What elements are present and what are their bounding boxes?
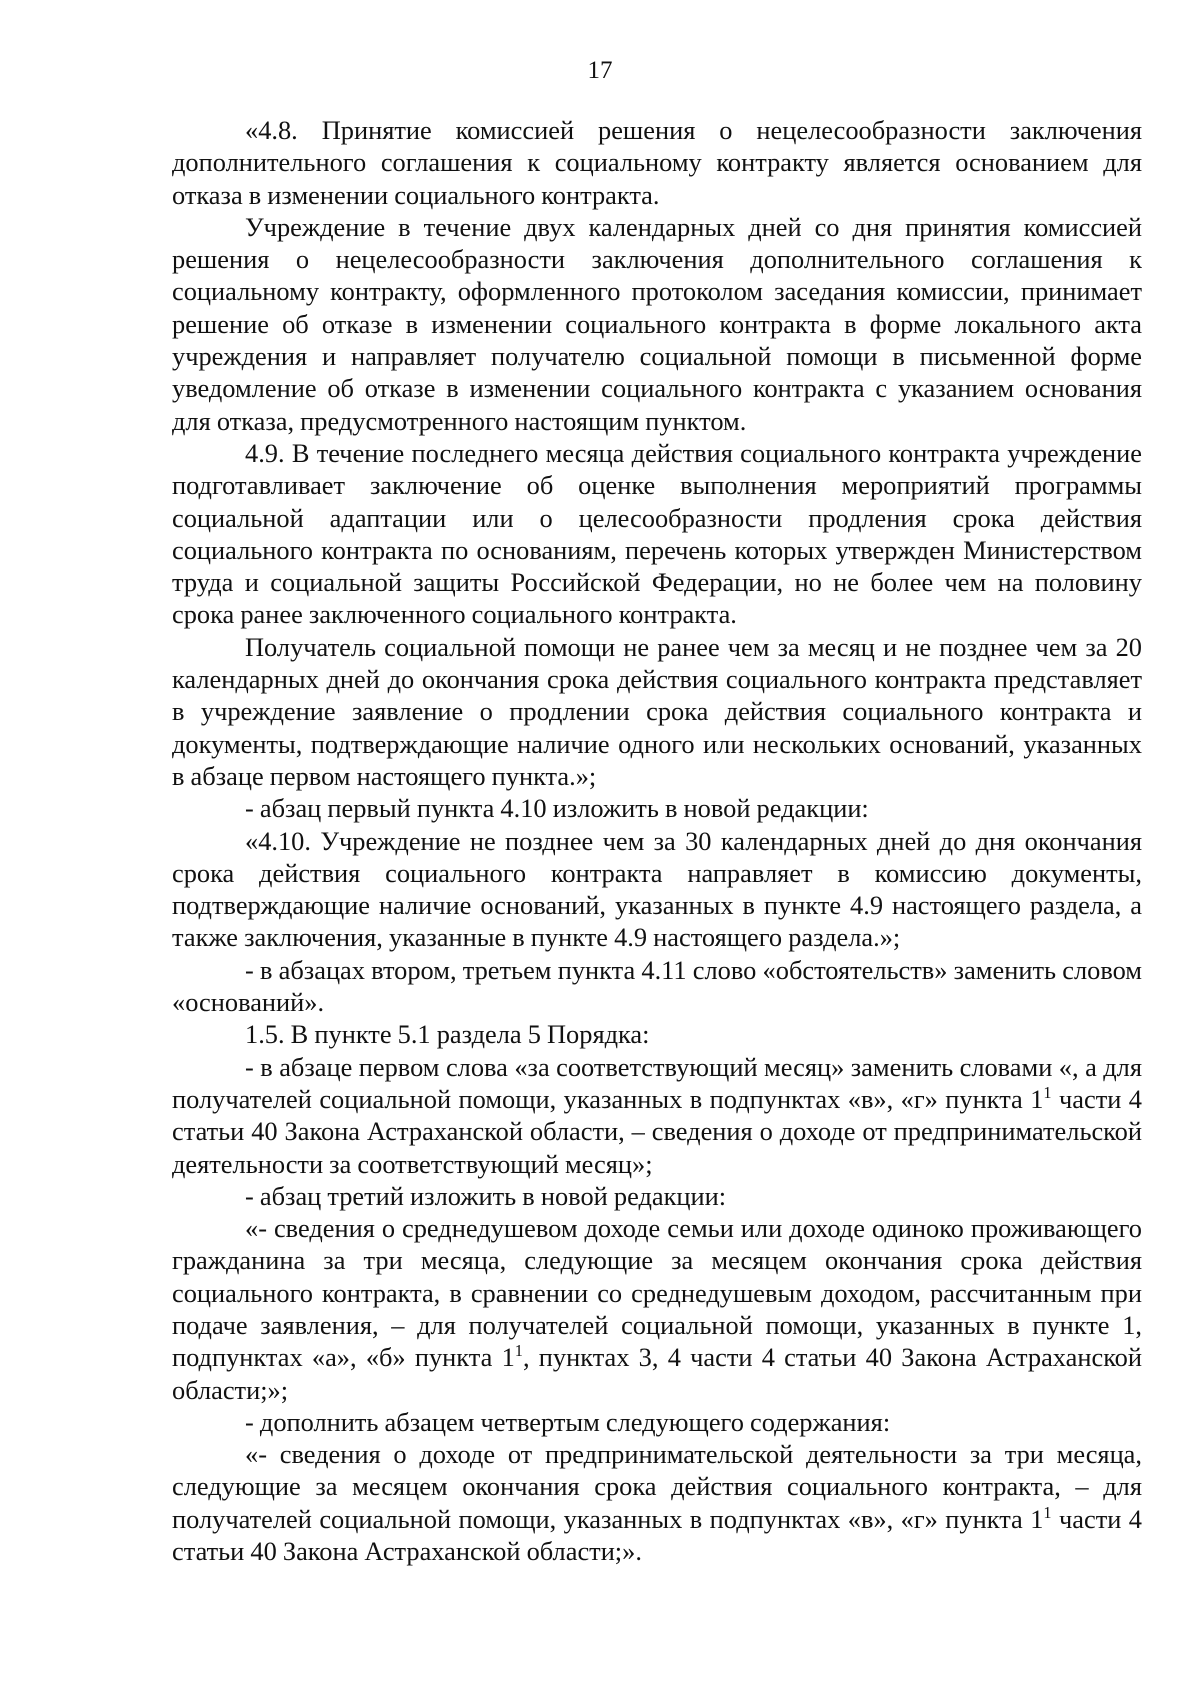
text-segment: части 4 статьи 40 Закона Астраханской области, – сведения о доходе от предпринимательской деятельности за соответствующий месяц»; [172, 1083, 1142, 1179]
text-segment: части 4 статьи 40 Закона Астраханской области;». [172, 1503, 1142, 1567]
paragraph-amend-4-11: - в абзацах втором, третьем пункта 4.11 слово «обстоятельств» заменить словом «оснований». [172, 954, 1142, 1018]
paragraph-amend-4-10: - абзац первый пункта 4.10 изложить в новой редакции: [245, 793, 869, 824]
text-segment: , пунктах 3, 4 части 4 статьи 40 Закона Астраханской области;»; [172, 1342, 1142, 1405]
paragraph-amend-first-abzac [172, 1051, 1142, 1180]
paragraph-extension-request: Получатель социальной помощи не ранее чем за месяц и не позднее чем за 20 календарных дней до окончания срока действия социального контракта представляет в учреждение заявление о продлении срока действия социального контракта и документы, подтверждающие наличие одного или нескольких оснований, указанных в абзаце первом настоящего пункта.»; [172, 631, 1142, 791]
text-segment: «- сведения о доходе от предпринимательской деятельности за три месяца, следующие за месяцем окончания срока действия социального контракта, – для получателей социальной помощи, указанных в подпунктах «в», «г» пункта 1 [172, 1439, 1142, 1534]
paragraph-business-income [172, 1438, 1142, 1567]
superscript: 1 [1043, 1502, 1052, 1522]
paragraph-1-5: 1.5. В пункте 5.1 раздела 5 Порядка: [245, 1019, 650, 1050]
superscript: 1 [514, 1341, 523, 1361]
page-number: 17 [587, 57, 613, 84]
paragraph-add-fourth-abzac: - дополнить абзацем четвертым следующего содержания: [245, 1406, 891, 1437]
paragraph-4-10: «4.10. Учреждение не позднее чем за 30 календарных дней до дня окончания срока действия социального контракта направляет в комиссию документы, подтверждающие наличие оснований, указанных в пункте 4.9 настоящего раздела, а также заключения, указанные в пункте 4.9 настоящего раздела.»; [172, 825, 1142, 953]
paragraph-refusal-notice: Учреждение в течение двух календарных дней со дня принятия комиссией решения о нецелесообразности заключения дополнительного соглашения к социальному контракту, оформленного протоколом заседания комиссии, принимает решение об отказе в изменении социального контракта в форме локального акта учреждения и направляет получателю социальной помощи в письменной форме уведомление об отказе в изменении социального контракта с указанием основания для отказа, предусмотренного настоящим пунктом. [172, 211, 1142, 436]
paragraph-4-9: 4.9. В течение последнего месяца действия социального контракта учреждение подготавливает заключение об оценке выполнения мероприятий программы социальной адаптации или о целесообразности продления срока действия социального контракта по основаниям, перечень которых утвержден Министерством труда и социальной защиты Российской Федерации, но не более чем на половину срока ранее заключенного социального контракта. [172, 437, 1142, 630]
text-segment: «- сведения о среднедушевом доходе семьи или доходе одиноко проживающего гражданина за три месяца, следующие за месяцем окончания срока действия социального контракта, в сравнении со среднедушевым доходом, рассчитанным при подаче заявления, – для получателей социальной помощи, указанных в пункте 1, подпунктах «а», «б» пункта 1 [172, 1213, 1142, 1373]
paragraph-average-income [172, 1212, 1142, 1406]
text-segment: - в абзаце первом слова «за соответствующий месяц» заменить словами «, а для получателей социальной помощи, указанных в подпунктах «в», «г» пункта 1 [172, 1051, 1142, 1114]
document-body [172, 114, 1142, 1567]
superscript: 1 [1043, 1082, 1052, 1102]
paragraph-4-8: «4.8. Принятие комиссией решения о нецелесообразности заключения дополнительного соглашения к социальному контракту является основанием для отказа в изменении социального контракта. [172, 115, 1142, 210]
paragraph-amend-third-abzac: - абзац третий изложить в новой редакции: [245, 1180, 727, 1211]
